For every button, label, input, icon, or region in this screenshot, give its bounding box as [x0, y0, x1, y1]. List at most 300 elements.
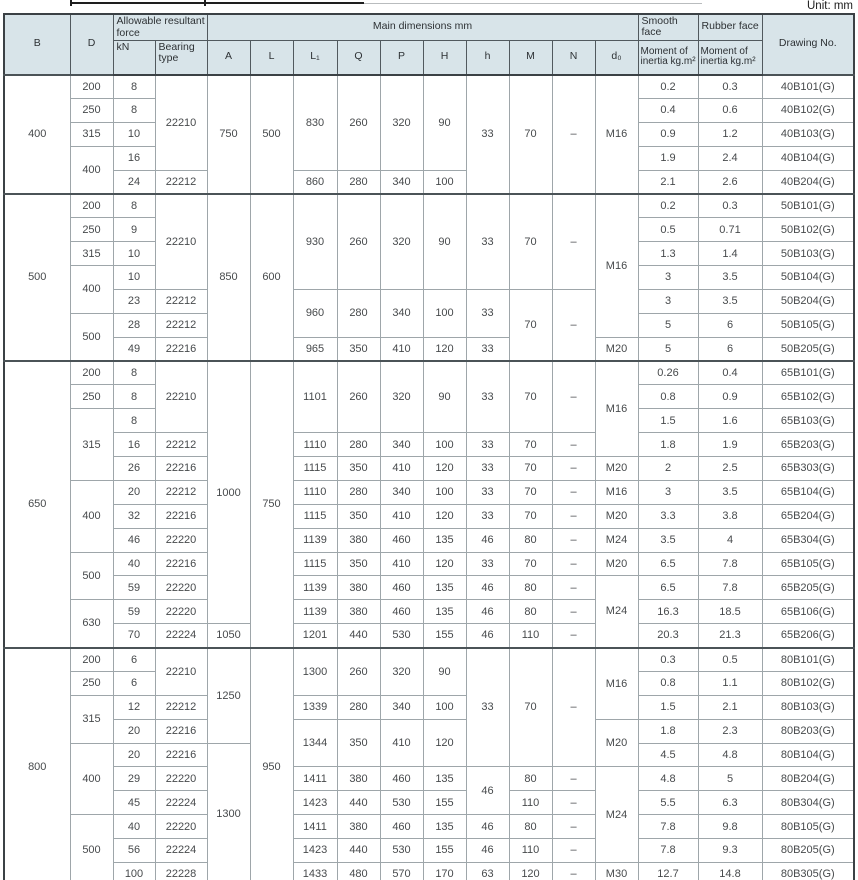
- cell-b: 650: [4, 361, 70, 648]
- cell-n: –: [552, 815, 595, 839]
- cell-kn: 16: [113, 433, 155, 457]
- cell-brg: 22212: [155, 480, 207, 504]
- cell-kn: 100: [113, 862, 155, 880]
- cell-sm: 0.4: [638, 98, 698, 122]
- cell-m: 70: [509, 194, 552, 290]
- cell-n: –: [552, 552, 595, 576]
- cell-m: 110: [509, 791, 552, 815]
- cell-d: 500: [70, 552, 113, 600]
- cell-p: 340: [380, 289, 423, 337]
- cell-h: 33: [466, 75, 509, 194]
- cell-kn: 8: [113, 361, 155, 385]
- cell-kn: 46: [113, 528, 155, 552]
- cell-d0: M20: [595, 552, 638, 576]
- cell-p: 410: [380, 457, 423, 481]
- cell-rb: 0.3: [698, 194, 762, 218]
- cell-dw: 40B103(G): [762, 122, 854, 146]
- cell-dw: 50B204(G): [762, 289, 854, 313]
- cell-q: 280: [337, 433, 380, 457]
- cell-sm: 1.5: [638, 695, 698, 719]
- cell-n: –: [552, 194, 595, 290]
- header-dim-d0: d₀: [595, 40, 638, 75]
- cell-l1: 860: [293, 170, 337, 194]
- cell-n: –: [552, 576, 595, 600]
- cell-h: 46: [466, 839, 509, 863]
- cell-h: 33: [466, 552, 509, 576]
- table-row: [4, 839, 854, 863]
- cell-kn: 8: [113, 409, 155, 433]
- cell-p: 340: [380, 695, 423, 719]
- cell-m: 80: [509, 767, 552, 791]
- cell-rb: 0.4: [698, 361, 762, 385]
- cell-dw: 65B103(G): [762, 409, 854, 433]
- cell-q: 380: [337, 600, 380, 624]
- cell-d: 400: [70, 743, 113, 815]
- cell-kn: 8: [113, 75, 155, 99]
- table-row: [4, 552, 854, 576]
- cell-l1: 1101: [293, 361, 337, 433]
- cell-dw: 80B305(G): [762, 862, 854, 880]
- cell-l1: 1423: [293, 791, 337, 815]
- cell-kn: 16: [113, 146, 155, 170]
- cell-dw: 80B204(G): [762, 767, 854, 791]
- cell-p: 340: [380, 433, 423, 457]
- cell-dw: 50B103(G): [762, 242, 854, 266]
- cell-rb: 6: [698, 313, 762, 337]
- cell-brg: 22210: [155, 75, 207, 171]
- header-dim-h-upper: H: [423, 40, 466, 75]
- cell-d: 400: [70, 266, 113, 314]
- cell-kn: 10: [113, 266, 155, 290]
- cell-p: 340: [380, 170, 423, 194]
- cell-l1: 960: [293, 289, 337, 337]
- cell-rb: 1.6: [698, 409, 762, 433]
- cell-sm: 2.1: [638, 170, 698, 194]
- cell-q: 380: [337, 528, 380, 552]
- cell-dw: 50B102(G): [762, 218, 854, 242]
- cell-dw: 65B203(G): [762, 433, 854, 457]
- cell-m: 80: [509, 576, 552, 600]
- header-dim-l: L: [250, 40, 293, 75]
- cell-dw: 80B304(G): [762, 791, 854, 815]
- cell-p: 530: [380, 791, 423, 815]
- cell-n: –: [552, 791, 595, 815]
- cell-d0: M24: [595, 767, 638, 863]
- cell-sm: 0.8: [638, 671, 698, 695]
- header-dim-m: M: [509, 40, 552, 75]
- cell-brg: 22224: [155, 791, 207, 815]
- cell-dw: 80B105(G): [762, 815, 854, 839]
- cell-m: 70: [509, 289, 552, 361]
- cell-d: 200: [70, 648, 113, 672]
- cell-sm: 3: [638, 289, 698, 313]
- cell-kn: 26: [113, 457, 155, 481]
- cell-sm: 1.8: [638, 433, 698, 457]
- cell-sm: 4.5: [638, 743, 698, 767]
- cell-kn: 9: [113, 218, 155, 242]
- cell-brg: 22212: [155, 313, 207, 337]
- cell-sm: 0.9: [638, 122, 698, 146]
- cell-p: 410: [380, 504, 423, 528]
- cell-dw: 65B101(G): [762, 361, 854, 385]
- cell-sm: 5: [638, 337, 698, 361]
- cell-q: 280: [337, 289, 380, 337]
- header-kn: kN: [113, 40, 155, 75]
- cell-l1: 1139: [293, 576, 337, 600]
- cell-n: –: [552, 839, 595, 863]
- cell-p: 460: [380, 600, 423, 624]
- header-dim-a: A: [207, 40, 250, 75]
- header-dim-q: Q: [337, 40, 380, 75]
- cell-rb: 2.4: [698, 146, 762, 170]
- cell-h: 135: [423, 528, 466, 552]
- header-allowable-resultant-force: Allowable resultant force: [113, 14, 207, 40]
- cell-kn: 6: [113, 648, 155, 672]
- cell-sm: 3.5: [638, 528, 698, 552]
- cell-d0: M16: [595, 480, 638, 504]
- cell-rb: 7.8: [698, 576, 762, 600]
- cell-d: 400: [70, 480, 113, 552]
- cell-kn: 45: [113, 791, 155, 815]
- cell-l1: 1201: [293, 624, 337, 648]
- cell-sm: 1.9: [638, 146, 698, 170]
- cell-brg: 22212: [155, 289, 207, 313]
- cell-d0: M16: [595, 75, 638, 194]
- cell-rb: 1.1: [698, 671, 762, 695]
- cell-dw: 50B101(G): [762, 194, 854, 218]
- cell-q: 350: [337, 504, 380, 528]
- cell-l1: 1423: [293, 839, 337, 863]
- cell-d: 200: [70, 194, 113, 218]
- cell-h: 135: [423, 600, 466, 624]
- cell-sm: 6.5: [638, 576, 698, 600]
- cell-h: 46: [466, 815, 509, 839]
- header-rubber-moment-of-inertia: Moment of inertia kg.m²: [698, 40, 762, 75]
- table-row: [4, 361, 854, 385]
- cell-sm: 7.8: [638, 815, 698, 839]
- cell-q: 260: [337, 361, 380, 433]
- cell-h: 120: [423, 337, 466, 361]
- table-row: [4, 337, 854, 361]
- table-row: [4, 815, 854, 839]
- cell-l1: 965: [293, 337, 337, 361]
- cell-rb: 0.9: [698, 385, 762, 409]
- cell-h: 155: [423, 791, 466, 815]
- cell-q: 280: [337, 170, 380, 194]
- cell-kn: 8: [113, 385, 155, 409]
- cell-p: 410: [380, 552, 423, 576]
- cell-dw: 40B102(G): [762, 98, 854, 122]
- cell-a: 1300: [207, 743, 250, 880]
- cell-dw: 65B104(G): [762, 480, 854, 504]
- cell-l1: 1339: [293, 695, 337, 719]
- cell-d: 500: [70, 313, 113, 361]
- cell-h: 33: [466, 480, 509, 504]
- cell-l1: 1411: [293, 815, 337, 839]
- cell-kn: 6: [113, 671, 155, 695]
- cell-rb: 1.2: [698, 122, 762, 146]
- cell-m: 70: [509, 75, 552, 194]
- cell-brg: 22212: [155, 433, 207, 457]
- cell-l: 950: [250, 648, 293, 880]
- cell-rb: 6.3: [698, 791, 762, 815]
- cell-p: 320: [380, 75, 423, 171]
- cell-d: 630: [70, 600, 113, 648]
- header-d: D: [70, 14, 113, 75]
- header-main-dimensions: Main dimensions mm: [207, 14, 638, 40]
- cell-l1: 1115: [293, 504, 337, 528]
- header-drawing-no: Drawing No.: [762, 14, 854, 75]
- cell-n: –: [552, 289, 595, 361]
- cell-h: 155: [423, 839, 466, 863]
- cell-sm: 3.3: [638, 504, 698, 528]
- cell-rb: 1.4: [698, 242, 762, 266]
- table-row: [4, 194, 854, 218]
- cell-n: –: [552, 361, 595, 433]
- cell-h: 100: [423, 695, 466, 719]
- cell-p: 530: [380, 839, 423, 863]
- cell-dw: 80B102(G): [762, 671, 854, 695]
- cell-q: 260: [337, 75, 380, 171]
- cell-rb: 2.6: [698, 170, 762, 194]
- cell-l1: 1115: [293, 552, 337, 576]
- cell-brg: 22212: [155, 695, 207, 719]
- cell-kn: 8: [113, 98, 155, 122]
- cell-rb: 9.8: [698, 815, 762, 839]
- cell-kn: 10: [113, 242, 155, 266]
- table-row: [4, 504, 854, 528]
- cell-l1: 1433: [293, 862, 337, 880]
- cell-a: 1250: [207, 648, 250, 744]
- cell-kn: 40: [113, 815, 155, 839]
- cell-p: 460: [380, 767, 423, 791]
- cell-n: –: [552, 75, 595, 194]
- cell-dw: 65B204(G): [762, 504, 854, 528]
- cell-q: 260: [337, 648, 380, 696]
- cell-dw: 40B204(G): [762, 170, 854, 194]
- cell-kn: 23: [113, 289, 155, 313]
- cell-l1: 1344: [293, 719, 337, 767]
- cell-b: 800: [4, 648, 70, 880]
- cell-sm: 0.2: [638, 75, 698, 99]
- cell-d0: M20: [595, 719, 638, 767]
- cell-kn: 20: [113, 743, 155, 767]
- cell-rb: 2.3: [698, 719, 762, 743]
- cell-d0: M16: [595, 194, 638, 337]
- cell-m: 70: [509, 552, 552, 576]
- cell-dw: 80B104(G): [762, 743, 854, 767]
- cell-b: 400: [4, 75, 70, 194]
- cell-h: 135: [423, 815, 466, 839]
- cell-m: 70: [509, 433, 552, 457]
- cell-kn: 59: [113, 600, 155, 624]
- cell-rb: 3.5: [698, 266, 762, 290]
- table-row: [4, 624, 854, 648]
- cell-brg: 22216: [155, 337, 207, 361]
- cell-sm: 0.5: [638, 218, 698, 242]
- cell-d0: M24: [595, 528, 638, 552]
- cell-kn: 29: [113, 767, 155, 791]
- cell-rb: 2.5: [698, 457, 762, 481]
- cell-sm: 16.3: [638, 600, 698, 624]
- cell-p: 340: [380, 480, 423, 504]
- cell-q: 440: [337, 791, 380, 815]
- cell-q: 380: [337, 815, 380, 839]
- cell-kn: 32: [113, 504, 155, 528]
- cell-h: 100: [423, 433, 466, 457]
- cell-sm: 1.3: [638, 242, 698, 266]
- cell-m: 70: [509, 480, 552, 504]
- cell-sm: 12.7: [638, 862, 698, 880]
- cell-m: 110: [509, 839, 552, 863]
- cell-q: 480: [337, 862, 380, 880]
- cell-dw: 50B205(G): [762, 337, 854, 361]
- cell-n: –: [552, 480, 595, 504]
- cell-n: –: [552, 457, 595, 481]
- header-smooth-moment-of-inertia: Moment of inertia kg.m²: [638, 40, 698, 75]
- cell-rb: 1.9: [698, 433, 762, 457]
- cell-d: 315: [70, 695, 113, 743]
- table-row: [4, 433, 854, 457]
- header-dim-h-lower: h: [466, 40, 509, 75]
- cell-brg: 22212: [155, 170, 207, 194]
- cell-dw: 80B101(G): [762, 648, 854, 672]
- cell-dw: 50B105(G): [762, 313, 854, 337]
- cell-h: 33: [466, 648, 509, 767]
- table-row: [4, 480, 854, 504]
- cell-l1: 1110: [293, 480, 337, 504]
- cell-rb: 6: [698, 337, 762, 361]
- cell-brg: 22210: [155, 361, 207, 433]
- cell-dw: 80B203(G): [762, 719, 854, 743]
- cell-m: 70: [509, 361, 552, 433]
- cell-m: 120: [509, 862, 552, 880]
- cell-p: 570: [380, 862, 423, 880]
- cell-rb: 2.1: [698, 695, 762, 719]
- cell-rb: 0.3: [698, 75, 762, 99]
- cropped-table-remnant-line: [70, 2, 364, 4]
- cell-dw: 65B102(G): [762, 385, 854, 409]
- cell-dw: 65B303(G): [762, 457, 854, 481]
- cell-h: 63: [466, 862, 509, 880]
- cell-brg: 22216: [155, 504, 207, 528]
- cell-l1: 1115: [293, 457, 337, 481]
- cell-brg: 22216: [155, 743, 207, 767]
- cell-d: 200: [70, 75, 113, 99]
- cell-brg: 22228: [155, 862, 207, 880]
- cell-l1: 1411: [293, 767, 337, 791]
- cell-q: 380: [337, 767, 380, 791]
- cell-rb: 3.5: [698, 289, 762, 313]
- cell-rb: 0.6: [698, 98, 762, 122]
- cell-n: –: [552, 600, 595, 624]
- header-b: B: [4, 14, 70, 75]
- cell-h: 46: [466, 576, 509, 600]
- cell-d: 400: [70, 146, 113, 194]
- cell-dw: 65B304(G): [762, 528, 854, 552]
- cell-p: 460: [380, 815, 423, 839]
- cell-h: 33: [466, 433, 509, 457]
- cell-rb: 5: [698, 767, 762, 791]
- table-row: [4, 576, 854, 600]
- cell-m: 70: [509, 648, 552, 767]
- cell-rb: 9.3: [698, 839, 762, 863]
- cell-d: 250: [70, 671, 113, 695]
- table-row: [4, 648, 854, 672]
- cell-h: 120: [423, 719, 466, 767]
- cell-h: 46: [466, 528, 509, 552]
- cell-brg: 22224: [155, 839, 207, 863]
- table-row: [4, 289, 854, 313]
- cell-q: 260: [337, 194, 380, 290]
- cell-d0: M16: [595, 361, 638, 457]
- cell-brg: 22220: [155, 600, 207, 624]
- cell-h: 120: [423, 552, 466, 576]
- cell-p: 530: [380, 624, 423, 648]
- cell-dw: 65B205(G): [762, 576, 854, 600]
- cell-h: 33: [466, 289, 509, 337]
- cell-rb: 3.5: [698, 480, 762, 504]
- cell-m: 70: [509, 504, 552, 528]
- cell-d0: M24: [595, 576, 638, 648]
- cell-d: 315: [70, 242, 113, 266]
- table-row: [4, 791, 854, 815]
- cell-dw: 40B104(G): [762, 146, 854, 170]
- cell-kn: 24: [113, 170, 155, 194]
- cell-sm: 4.8: [638, 767, 698, 791]
- cell-sm: 0.3: [638, 648, 698, 672]
- cell-sm: 3: [638, 266, 698, 290]
- cell-h: 100: [423, 480, 466, 504]
- cell-sm: 5: [638, 313, 698, 337]
- cropped-table-remnant-tick: [204, 0, 206, 6]
- cell-l: 600: [250, 194, 293, 361]
- bearing-dimension-table: [3, 13, 855, 880]
- cell-q: 280: [337, 695, 380, 719]
- cell-h: 46: [466, 624, 509, 648]
- cell-l1: 1300: [293, 648, 337, 696]
- cell-brg: 22220: [155, 528, 207, 552]
- cell-kn: 56: [113, 839, 155, 863]
- cell-h: 90: [423, 75, 466, 171]
- cell-sm: 0.8: [638, 385, 698, 409]
- cell-rb: 18.5: [698, 600, 762, 624]
- cell-rb: 21.3: [698, 624, 762, 648]
- cell-h: 46: [466, 600, 509, 624]
- cell-dw: 40B101(G): [762, 75, 854, 99]
- cell-p: 410: [380, 337, 423, 361]
- cell-h: 33: [466, 361, 509, 433]
- cell-d: 500: [70, 815, 113, 880]
- cell-d: 250: [70, 218, 113, 242]
- cell-sm: 5.5: [638, 791, 698, 815]
- cell-h: 100: [423, 289, 466, 337]
- cell-q: 350: [337, 719, 380, 767]
- cell-kn: 8: [113, 194, 155, 218]
- cell-kn: 12: [113, 695, 155, 719]
- cell-brg: 22210: [155, 648, 207, 696]
- cell-rb: 4: [698, 528, 762, 552]
- cell-a: 1000: [207, 361, 250, 624]
- cell-l: 500: [250, 75, 293, 194]
- cell-dw: 50B104(G): [762, 266, 854, 290]
- cell-h: 90: [423, 361, 466, 433]
- cell-l: 750: [250, 361, 293, 648]
- cell-rb: 3.8: [698, 504, 762, 528]
- cell-kn: 28: [113, 313, 155, 337]
- cell-brg: 22216: [155, 552, 207, 576]
- cell-d0: M30: [595, 862, 638, 880]
